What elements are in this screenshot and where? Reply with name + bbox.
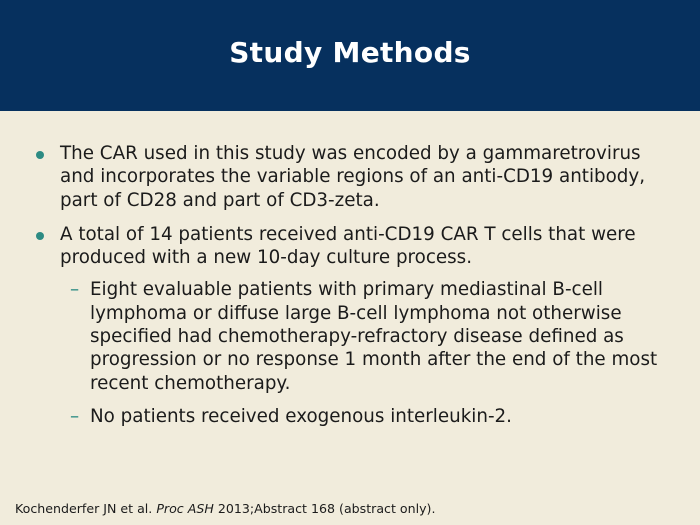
- bullet-dot-icon: [36, 151, 44, 159]
- citation: [15, 501, 435, 516]
- citation-authors: Kochenderfer JN et al.: [15, 501, 153, 516]
- bullet-text: A total of 14 patients received anti-CD19 CAR T cells that were produced with a new 10-day culture process.: [60, 223, 636, 269]
- sub-bullet-item: [34, 278, 674, 394]
- citation-details: 2013;Abstract 168 (abstract only).: [217, 501, 436, 516]
- dash-icon: –: [70, 405, 80, 427]
- dash-icon: –: [70, 279, 80, 301]
- sub-bullet-text: No patients received exogenous interleukin-2.: [90, 405, 512, 427]
- slide-title: Study Methods: [229, 36, 471, 69]
- sub-bullet-text: Eight evaluable patients with primary mediastinal B-cell lymphoma or diffuse large B-cell lymphoma not otherwise specified had chemotherapy-refractory disease defined as progression or no response 1 month after the end of the most recent chemotherapy.: [90, 279, 658, 394]
- title-bar: [0, 0, 700, 111]
- bullet-text: The CAR used in this study was encoded by a gammaretrovirus and incorporates the variable regions of an anti-CD19 antibody, part of CD28 and part of CD3-zeta.: [60, 143, 646, 211]
- citation-journal: Proc ASH: [156, 501, 214, 516]
- sub-bullet-item: [34, 405, 674, 428]
- bullet-dot-icon: [36, 232, 44, 240]
- slide-body: [34, 142, 674, 428]
- bullet-item: [34, 223, 674, 270]
- bullet-item: [34, 142, 674, 212]
